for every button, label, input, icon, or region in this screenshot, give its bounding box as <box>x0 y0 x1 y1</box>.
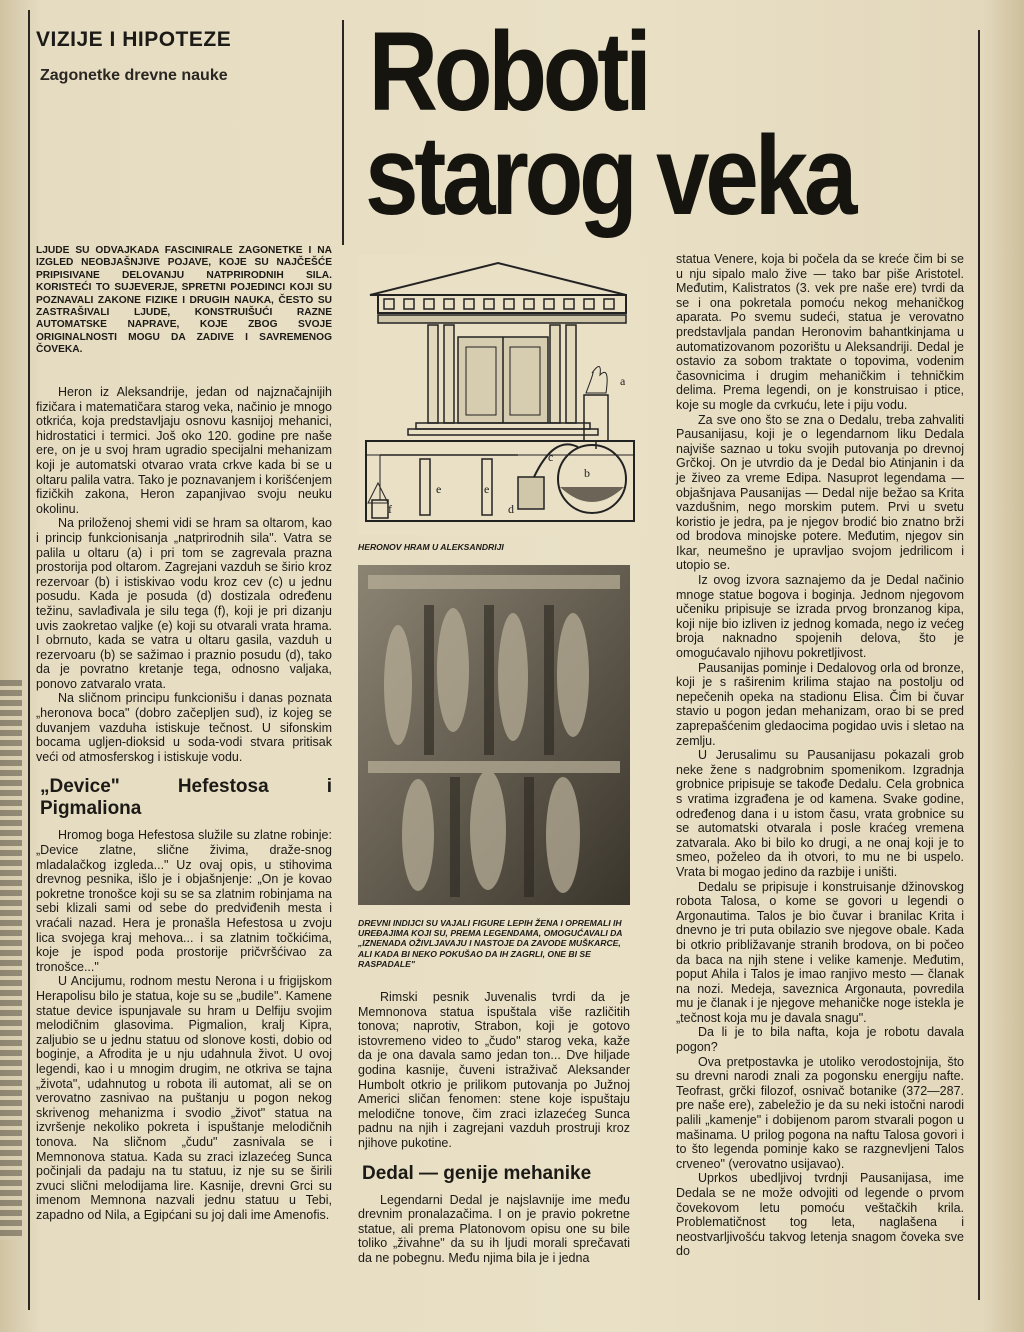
left-border-rule <box>28 10 30 1310</box>
paragraph: Iz ovog izvora saznajemo da je Dedal načinio mnoge statue bogova i boginja. Jednom njegovom učeniku pripisuje se izrada prvog bronzanog kipa, koji nije bio izliven iz jednog komada, nego iz većeg broja naknadno spojenih delova, što je omogućavalo njihovu pokretljivost. <box>676 573 964 661</box>
headline <box>365 9 854 238</box>
diagram-label-a: a <box>620 374 626 388</box>
left-margin-strip <box>0 680 22 1240</box>
diagram-label-b: b <box>584 466 590 480</box>
paragraph: Dedalu se pripisuje i konstruisanje džinovskog robota Talosa, o kome se govori u legendi o Argonautima. Talos je bio čuvar i branilac Krita i dnevno je tri puta obilazio sve njegove obale. Kada bi otkrio približavanje stranih brodova, on bi počeo da baca na njih stene i velike kamenje. Međutim, poput Ahila i Talos je imao ranjivo mesto — članak na nozi. Medeja, saveznica Argonauta, povredila mu je članak i je njegove mehaničke noge istekla je „tečnost koja mu je davala snagu". <box>676 879 964 1025</box>
paragraph: Pausanijas pominje i Dedalovog orla od bronze, koji je s raširenim krilima stajao na postolju od nepečenih opeka na stadionu Elisa. Čim bi čuvar stavio u pogon jedan mehanizam, orao bi se pred zaprepašćenim gledaocima pogidao uvis i sletao na zemlju. <box>676 660 964 748</box>
section-heading: Dedal — genije mehanike <box>362 1162 592 1184</box>
right-border-rule <box>978 30 980 1300</box>
headline-line-2: starog veka <box>365 113 854 238</box>
headline-line-1: Roboti <box>368 9 648 134</box>
paragraph: Ova pretpostavka je utoliko verodostojnija, što su drevni narodi znali za pogonsku energiju nafte. Teofrast, grčki filozof, osnivač botanike (372—287. pre naše ere), zabeležio je da su neki istočni narodi palili „kamenje" i dobijenom parom stvarali pogon u mašinama. U prilog pogona na naftu Talosa govori i to što legenda pominje kako se razgnevljeni Talos crveneo" (verovatno usijavao). <box>676 1054 964 1171</box>
paragraph: Za sve ono što se zna o Dedalu, treba zahvaliti Pausanijasu, koji je o legendarnom liku Dedala najviše saznao u toku svojih putovanja po drevnoj Grčkoj. On je utvrdio da je Dedal bio Atinjanin i da je živeo za vreme Edipa. Nasuprot legendama — objašnjava Pausanijas — Dedal nije bežao sa Krita vazdušnim, nego morskim putem. Prvi u svetu koristio je jedra, pa je njegov brodić bio znatno brži od brodova minojske potere. Međutim, njegov sin Ikar, neumešno je upravljao svojom jedrilicom i utopio se. <box>676 412 964 573</box>
paragraph: statua Venere, koja bi počela da se kreće čim bi se u nju sipalo malo žive — tako bar piše Aristotel. Međutim, Kalistratos (3. vek pre naše ere) tvrdi da se i ona pokretala pomoću nekog mehaničkog aparata. Po svemu sudeći, statua je verovatno predstavljala pandan Heronovim bahantkinjama u automatizovanom pozorištu u Aleksandriji. Dedal je ostavio za sobom traktate o topovima, vodenim časovnicima i drugim mehaničkim i tehničkim delima. Prema legendi, on je konstruisao i ptice, koje su mogle da cvrkuću, lete i piju vodu. <box>676 252 964 412</box>
header-divider <box>342 20 344 245</box>
paragraph: Heron iz Aleksandrije, jedan od najznačajnijih fizičara i matematičara starog veka, načinio je mnogo otkrića, koja predstavljaju osnovu kasnijoj mehanici, hidrostatici i termici. Još oko 120. godine pre naše ere, on je u svoj hram ugradio specijalni mehanizam koji je automatski otvarao vrata crkve kada bi se u oltaru palila vatra. Tako je poznavanjem i korišćenjem fizičkih zakona, Heron zapanjivao svoju neuku okolinu. <box>36 385 332 516</box>
diagram-label-c: c <box>548 450 554 464</box>
paragraph: Legendarni Dedal je najslavnije ime među drevnim pronalazačima. I on je pravio pokretne statue, ali prema Platonovom opisu one su bile toliko „živahne" da su ih ljudi morali sprečavati da ne pobegnu. Među njima bila je i jedna <box>358 1192 630 1265</box>
paragraph: Hromog boga Hefestosa služile su zlatne robinje: „Device zlatne, slične živima, draže-snog mladalačkog izgleda..." Uz ovaj opis, u stihovima drevnog pesnika, išlo je i objašnjenje: „On je kovao pokretne tronošce koji su se sa zlatnim robinjama na sebi klizali sami od sebe do predviđenih mesta i vraćali nazad. Hera je pronašla Hefestosa u zvoju lica svojega kraj mehova... i sa zlatnim točkićima, koje je ispod poda prostorije pričvršćivao za tronošce..." <box>36 828 332 974</box>
article-column-3 <box>676 252 964 1259</box>
diagram-label-d: d <box>508 502 514 516</box>
paragraph: U Anciјumu, rodnom mestu Nerona i u frigijskom Herapolisu bilo je statua, koje su se „budile". Kamene statue device ispunjavale su hram u Delfiju svojim melodičnim glasovima. Pigmalion, kralj Kipra, zaljubio se u jednu statuu od slonove kosti, dobio od boginje, a Afrodita je u nju udahnula život. U ovoj legendi, kao i u mnogim drugim, ne otkriva se tajna „života", udahnutog u robota ili automat, ali se on verovatno zasnivao na puštanju u pogon nekog skrivenog mehanizma i svodio „život" statua na izvršenje nekoliko pokreta i ispuštanje melodičnih tonova. Na sličnom „čudu" zasnivala se i Memnonova statua. Kada su zraci izlazećeg Sunca počinjali da padaju na tu statuu, iz nje su se širili zvuci slični melodijama lire. Kasnije, drevni Grci su imenom Memnona nazvali jednu statuu u Tebi, zapadno od Nila, a Egipćani su joj dali ime Amenofis. <box>36 974 332 1222</box>
paragraph: Na sličnom principu funkcionišu i danas poznata „heronova boca" (dobro začepljen sud), iz kojeg se duvanjem vazduha istiskuje tečnost. U sifonskim bocama ugljen-dioksid u soda-vodi stvara pritisak veći od atmosferskog i istiskuje vodu. <box>36 691 332 764</box>
article-column-2 <box>358 990 630 1266</box>
section-heading: „Device" Hefestosa i Pigmaliona <box>40 776 332 820</box>
heron-temple-diagram <box>358 255 648 535</box>
paragraph: Uprkos ubedljivoj tvrdnji Pausanijasa, ime Dedala se ne može odvojiti od legende o prvom čovekovom letu pomoću veštačkih krila. Problematičnost tog leta, naglašena i neostvarljivošću takvog letenja snagom čoveka sve do <box>676 1171 964 1259</box>
paragraph: Na priloženoj shemi vidi se hram sa oltarom, kao i princip funkcionisanja „natprirodnih sila". Vatra se palila u oltaru (a) i pri tom se zagrevala prazna prostorija pod oltarom. Zagrejani vazduh se širio kroz rezervoar (b) i istiskivao vodu kroz cev (c) u jednu posudu. Kada je posuda (d) dostizala određenu težinu, savlađivala je silu tega (f), koji je pri dizanju uvis zaokretao valjke (e) koji su otvarali vrata hrama. I obrnuto, kada se vatra u oltaru gasila, vazduh u rezervoaru (b) se sažimao i praznio posudu (d), tako da je povratno kretanje tega, odnosno valjaka, ponovo zatvaralo vrata. <box>36 516 332 691</box>
diagram-label-e2: e <box>484 482 490 496</box>
diagram-caption: HERONOV HRAM U ALEKSANDRIJI <box>358 542 504 552</box>
subtitle: Zagonetke drevne nauke <box>40 67 228 84</box>
diagram-label-e1: e <box>436 482 442 496</box>
photo-caption: DREVNI INDIJCI SU VAJALI FIGURE LEPIH ŽENA I OPREMALI IH UREĐAJIMA KOJI SU, PREMA LEGENDAMA, OMOGUĆAVALI DA „IZNENADA OŽIVLJAVAJU I NASTOJE DA ZAVODE MUŠKARCE, ALI KADA BI NEKO POKUŠAO DA IH ZAGRLI, ONE BI SE RASPADALE" <box>358 918 623 969</box>
lead-paragraph: LJUDE SU ODVAJKADA FASCINIRALE ZAGONETKE I NA IZGLED NEOBJAŠNJIVE POJAVE, KOJE SU NAJČEŠĆE PRIPISIVANE DELOVANJU NATPRIRODNIH SILA. KORISTEĆI TO SUJEVERJE, SPRETNI POJEDINCI KOJI SU POZNAVALI ZAKONE FIZIKE I DRUGIH NAUKA, ČESTO SU ZASTRAŠIVALI LJUDE, KONSTRUIŠUĆI RAZNE AUTOMATSKE NAPRAVE, KOJE ZBOG SVOJE ORIGINALNOSTI MOGU DA ZADIVE I SAVREMENOG ČOVEKA. <box>36 245 332 356</box>
paragraph: Rimski pesnik Juvenalis tvrdi da je Memnonova statua ispuštala više različitih tonova; naprotiv, Strabon, koji je gotovo istovremeno video to „čudo" starog veka, kaže da je ona davala samo jedan ton... Dve hiljade godina kasnije, čuveni istraživač Aleksander Humbolt otkrio je prilikom putovanja po Južnoj Americi sličan fenomen: stene koje ispuštaju melodične tonove, čim zraci izlazećeg Sunca padnu na njih i zagrejani vazduh prostruji kroz njihove pukotine. <box>358 990 630 1150</box>
paragraph: U Jerusalimu su Pausanijasu pokazali grob neke žene s nadgrobnim spomenikom. Izgradnja grobnice pripisuje se takođe Dedalu. Cela grobnica s vratima izgrađena je od kamena. Svake godine, određenog dana i u istom času, vrata grobnice su se automatski otvarala i posle kraćeg vremena zatvarala. Ako bi bilo ko drugi, a ne onaj koji je to smeo, poželeo da ih otvori, to mu ne bi uspelo. Vrata bi mogao jedino da razbije i uništi. <box>676 748 964 879</box>
paragraph: Da li je to bila nafta, koja je robotu davala pogon? <box>676 1025 964 1055</box>
temple-sculpture-photo <box>358 565 630 905</box>
diagram-label-f: f <box>388 502 392 516</box>
section-label: VIZIJE I HIPOTEZE <box>36 28 232 51</box>
photo-placeholder-graphic <box>358 565 630 905</box>
article-column-1 <box>36 385 332 1222</box>
